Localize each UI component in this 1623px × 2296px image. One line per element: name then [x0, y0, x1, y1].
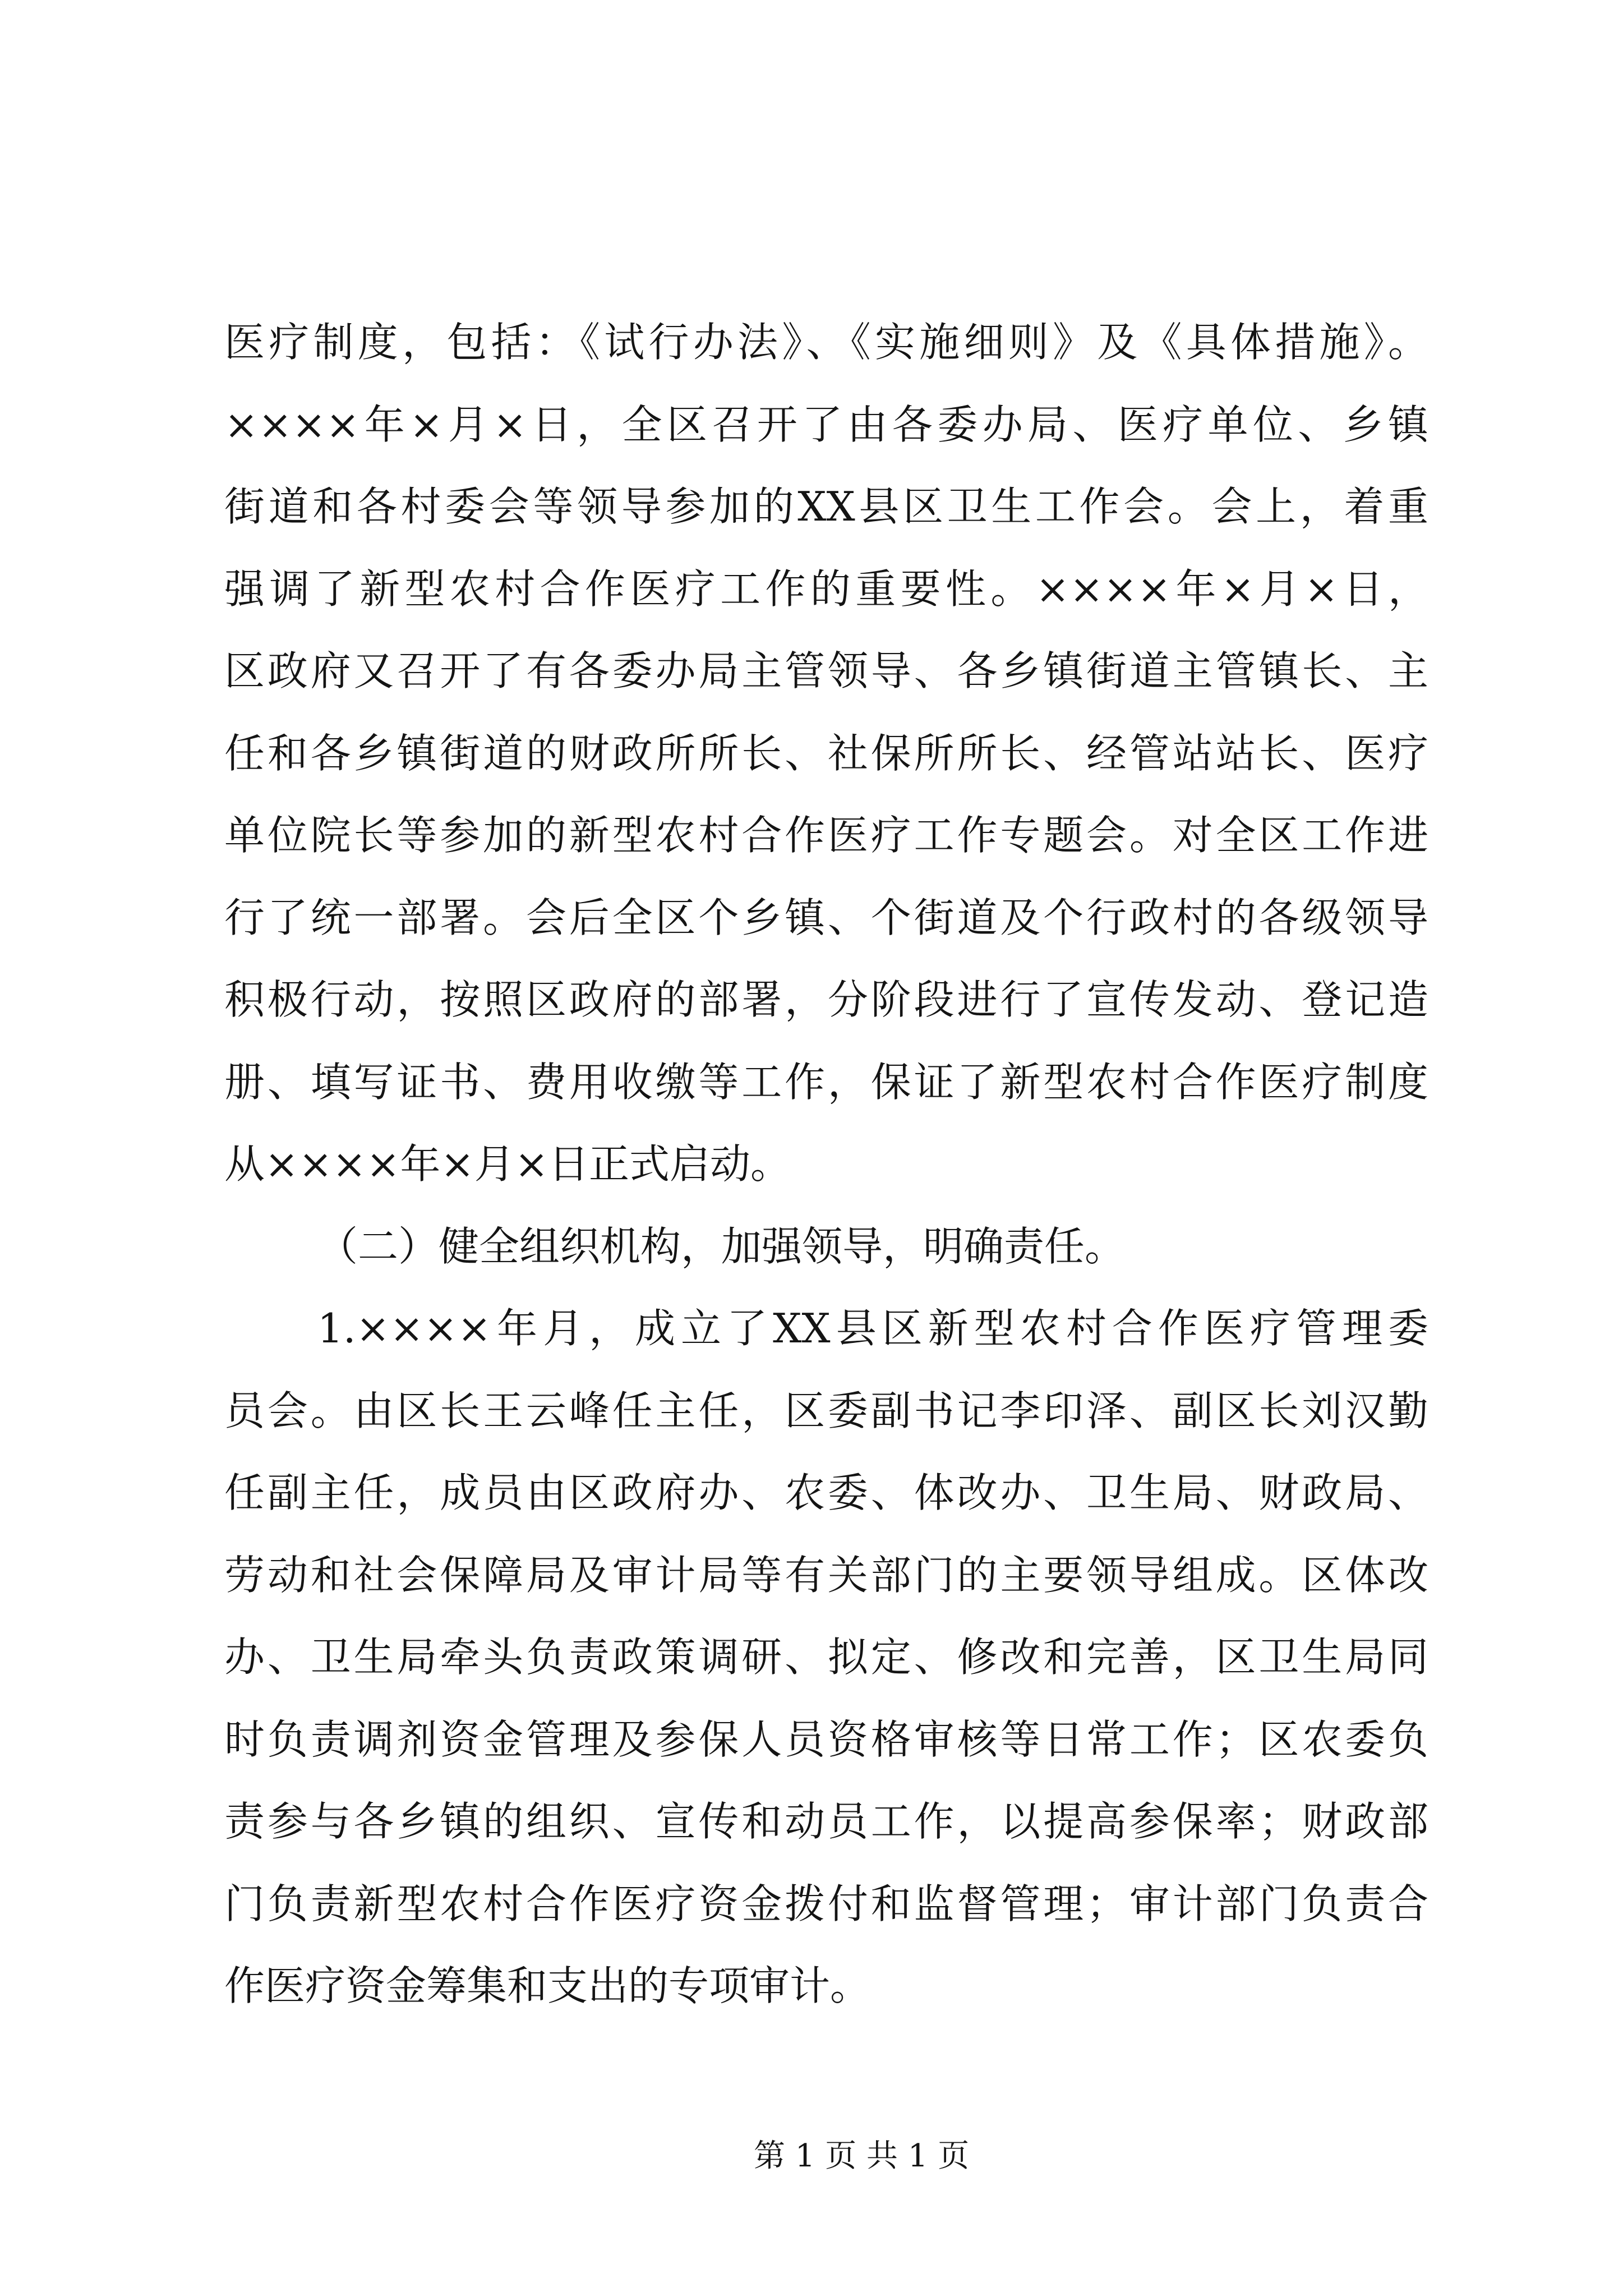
- text-line: 任副主任，成员由区政府办、农委、体改办、卫生局、财政局、: [224, 1469, 1428, 1516]
- text-line: 册、填写证书、费用收缴等工作，保证了新型农村合作医疗制度: [224, 1058, 1428, 1106]
- text-line: 单位院长等参加的新型农村合作医疗工作专题会。对全区工作进: [224, 812, 1428, 859]
- text-line: 1.××××年月，成立了XX县区新型农村合作医疗管理委: [317, 1305, 1428, 1352]
- text-line: 积极行动，按照区政府的部署，分阶段进行了宣传发动、登记造: [224, 976, 1428, 1023]
- text-line: 门负责新型农村合作医疗资金拨付和监督管理；审计部门负责合: [224, 1880, 1428, 1927]
- paragraph: [224, 301, 1428, 1205]
- section-heading-text: （二）健全组织机构，加强领导，明确责任。: [317, 1222, 1126, 1270]
- text-line: 办、卫生局牵头负责政策调研、拟定、修改和完善，区卫生局同: [224, 1634, 1428, 1681]
- text-line: 行了统一部署。会后全区个乡镇、个街道及个行政村的各级领导: [224, 894, 1428, 941]
- text-line: 医疗制度，包括：《试行办法》、《实施细则》及《具体措施》。: [224, 319, 1428, 366]
- text-line: 员会。由区长王云峰任主任，区委副书记李印泽、副区长刘汉勤: [224, 1387, 1428, 1434]
- text-line: 时负责调剂资金管理及参保人员资格审核等日常工作；区农委负: [224, 1715, 1428, 1763]
- page-footer: 第 1 页 共 1 页: [754, 2138, 970, 2174]
- text-line: 从××××年×月×日正式启动。: [224, 1140, 791, 1188]
- text-line: 责参与各乡镇的组织、宣传和动员工作，以提高参保率；财政部: [224, 1798, 1428, 1845]
- text-line: 作医疗资金筹集和支出的专项审计。: [224, 1962, 871, 2009]
- text-line: 劳动和社会保障局及审计局等有关部门的主要领导组成。区体改: [224, 1551, 1428, 1599]
- section-heading: [224, 1205, 1428, 1288]
- text-line: 任和各乡镇街道的财政所所长、社保所所长、经管站站长、医疗: [224, 729, 1428, 777]
- text-line: 区政府又召开了有各委办局主管领导、各乡镇街道主管镇长、主: [224, 647, 1428, 694]
- text-line: ××××年×月×日，全区召开了由各委办局、医疗单位、乡镇: [224, 401, 1428, 448]
- text-line: 街道和各村委会等领导参加的XX县区卫生工作会。会上，着重: [224, 483, 1428, 530]
- text-line: 强调了新型农村合作医疗工作的重要性。××××年×月×日，: [224, 565, 1428, 613]
- paragraph: [224, 1287, 1428, 2027]
- document-body: [224, 301, 1428, 2027]
